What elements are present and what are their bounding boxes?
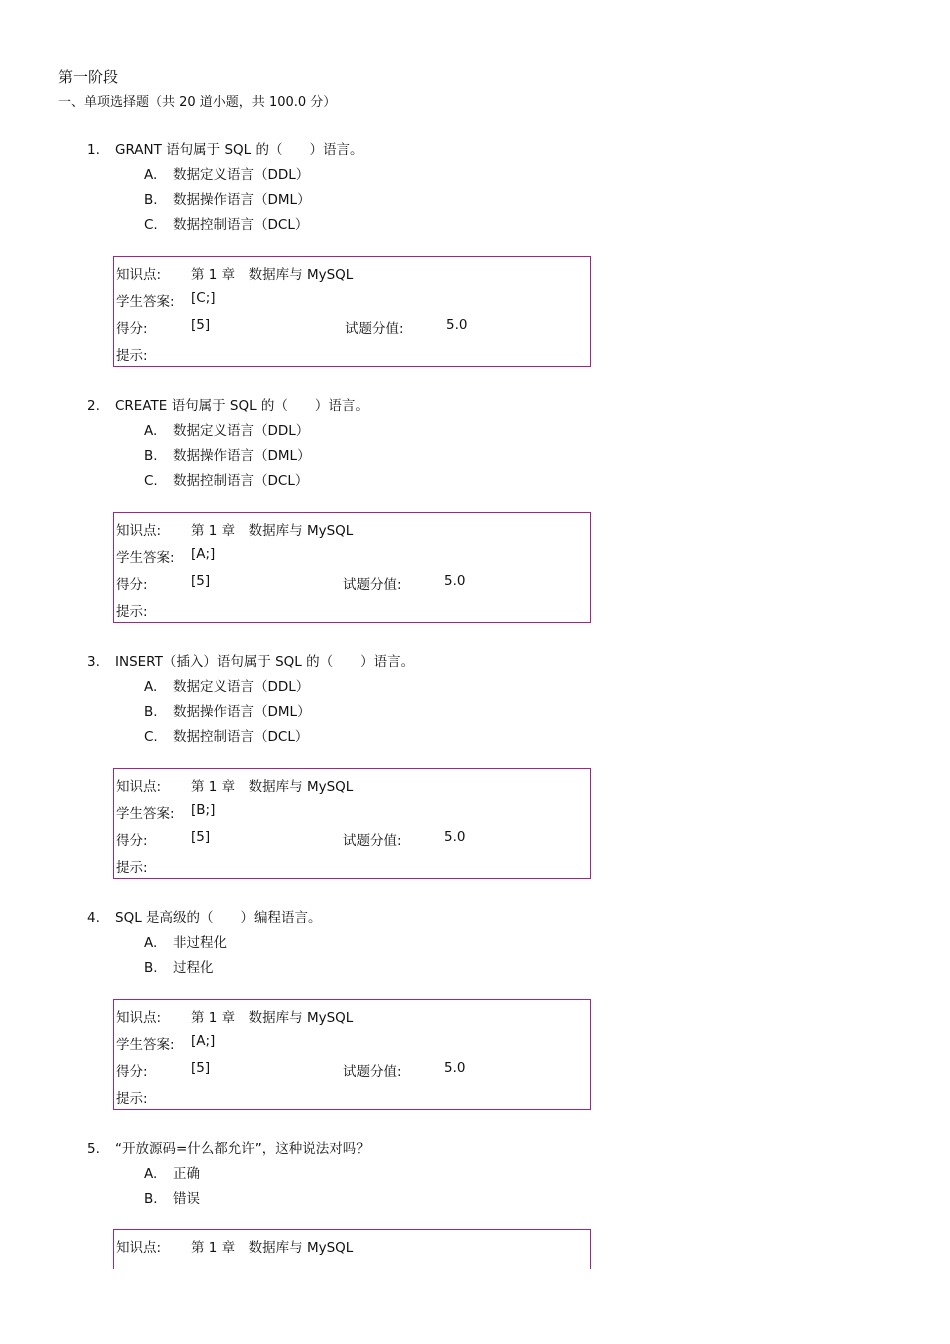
score-value-label: 试题分值:: [345, 321, 404, 337]
score-value-label: 试题分值:: [343, 833, 402, 849]
score-value: [5]: [191, 829, 211, 845]
answer-info-box: [113, 512, 591, 623]
student-answer-label: 学生答案:: [116, 294, 175, 310]
option-text: 数据操作语言（DML）: [173, 192, 311, 208]
option-item: [144, 956, 214, 976]
question-stem: [87, 138, 363, 158]
knowledge-value: 第 1 章 数据库与 MySQL: [191, 523, 354, 539]
knowledge-label: 知识点:: [116, 1010, 162, 1026]
option-letter: A.: [144, 423, 158, 439]
student-answer-label: 学生答案:: [116, 806, 175, 822]
option-letter: A.: [144, 679, 158, 695]
option-text: 错误: [173, 1191, 200, 1207]
question-number: 3.: [87, 654, 100, 670]
option-item: [144, 188, 311, 208]
score-value-label: 试题分值:: [343, 577, 402, 593]
student-answer-value: [C;]: [191, 290, 216, 306]
option-letter: C.: [144, 729, 158, 745]
option-item: [144, 419, 309, 439]
score-max-value: 5.0: [446, 317, 468, 333]
question-text: GRANT 语句属于 SQL 的（ ）语言。: [115, 142, 364, 158]
score-max-value: 5.0: [444, 1060, 466, 1076]
knowledge-value: 第 1 章 数据库与 MySQL: [191, 1010, 354, 1026]
option-text: 数据控制语言（DCL）: [173, 473, 309, 489]
question-stem: [87, 394, 369, 414]
section-title: 一、单项选择题（共 20 道小题，共 100.0 分）: [58, 95, 337, 110]
student-answer-label: 学生答案:: [116, 550, 175, 566]
option-item: [144, 1187, 200, 1207]
option-item: [144, 675, 309, 695]
option-item: [144, 725, 308, 745]
knowledge-label: 知识点:: [116, 523, 162, 539]
knowledge-label: 知识点:: [116, 779, 162, 795]
score-label: 得分:: [116, 833, 148, 849]
hint-label: 提示:: [116, 348, 148, 364]
option-letter: B.: [144, 1191, 158, 1207]
option-item: [144, 1162, 200, 1182]
student-answer-value: [A;]: [191, 546, 216, 562]
answer-info-box: [113, 1229, 591, 1269]
hint-label: 提示:: [116, 604, 148, 620]
option-text: 正确: [173, 1166, 200, 1182]
option-letter: B.: [144, 192, 158, 208]
question-number: 2.: [87, 398, 100, 414]
score-max-value: 5.0: [444, 573, 466, 589]
option-letter: B.: [144, 448, 158, 464]
question-text: INSERT（插入）语句属于 SQL 的（ ）语言。: [115, 654, 415, 670]
option-letter: A.: [144, 167, 158, 183]
student-answer-value: [B;]: [191, 802, 216, 818]
question-stem: [87, 1137, 370, 1157]
option-text: 数据控制语言（DCL）: [173, 729, 309, 745]
question-number: 1.: [87, 142, 100, 158]
knowledge-value: 第 1 章 数据库与 MySQL: [191, 779, 354, 795]
option-letter: B.: [144, 704, 158, 720]
score-value: [5]: [191, 317, 211, 333]
score-label: 得分:: [116, 1064, 148, 1080]
option-text: 非过程化: [173, 935, 227, 951]
question-number: 5.: [87, 1141, 100, 1157]
option-letter: A.: [144, 935, 158, 951]
option-text: 数据定义语言（DDL）: [173, 167, 310, 183]
score-value-label: 试题分值:: [343, 1064, 402, 1080]
question-text: CREATE 语句属于 SQL 的（ ）语言。: [115, 398, 369, 414]
answer-info-box: [113, 768, 591, 879]
option-letter: C.: [144, 217, 158, 233]
score-value: [5]: [191, 573, 211, 589]
answer-info-box: [113, 256, 591, 367]
option-text: 数据定义语言（DDL）: [173, 679, 310, 695]
stage-title: 第一阶段: [58, 68, 119, 86]
score-label: 得分:: [116, 577, 148, 593]
option-text: 过程化: [173, 960, 214, 976]
score-label: 得分:: [116, 321, 148, 337]
question-text: SQL 是高级的（ ）编程语言。: [115, 910, 322, 926]
option-item: [144, 444, 311, 464]
knowledge-label: 知识点:: [116, 1240, 162, 1256]
hint-label: 提示:: [116, 1091, 148, 1107]
option-text: 数据控制语言（DCL）: [173, 217, 309, 233]
option-letter: C.: [144, 473, 158, 489]
option-letter: B.: [144, 960, 158, 976]
option-item: [144, 700, 311, 720]
option-text: 数据定义语言（DDL）: [173, 423, 310, 439]
option-letter: A.: [144, 1166, 158, 1182]
student-answer-label: 学生答案:: [116, 1037, 175, 1053]
student-answer-value: [A;]: [191, 1033, 216, 1049]
question-number: 4.: [87, 910, 100, 926]
question-text: “开放源码=什么都允许”，这种说法对吗？: [115, 1141, 370, 1157]
option-item: [144, 469, 308, 489]
score-value: [5]: [191, 1060, 211, 1076]
option-text: 数据操作语言（DML）: [173, 704, 311, 720]
option-item: [144, 931, 227, 951]
question-stem: [87, 906, 322, 926]
option-item: [144, 213, 308, 233]
knowledge-value: 第 1 章 数据库与 MySQL: [191, 267, 354, 283]
option-item: [144, 163, 309, 183]
question-stem: [87, 650, 414, 670]
score-max-value: 5.0: [444, 829, 466, 845]
hint-label: 提示:: [116, 860, 148, 876]
knowledge-value: 第 1 章 数据库与 MySQL: [191, 1240, 354, 1256]
option-text: 数据操作语言（DML）: [173, 448, 311, 464]
answer-info-box: [113, 999, 591, 1110]
knowledge-label: 知识点:: [116, 267, 162, 283]
